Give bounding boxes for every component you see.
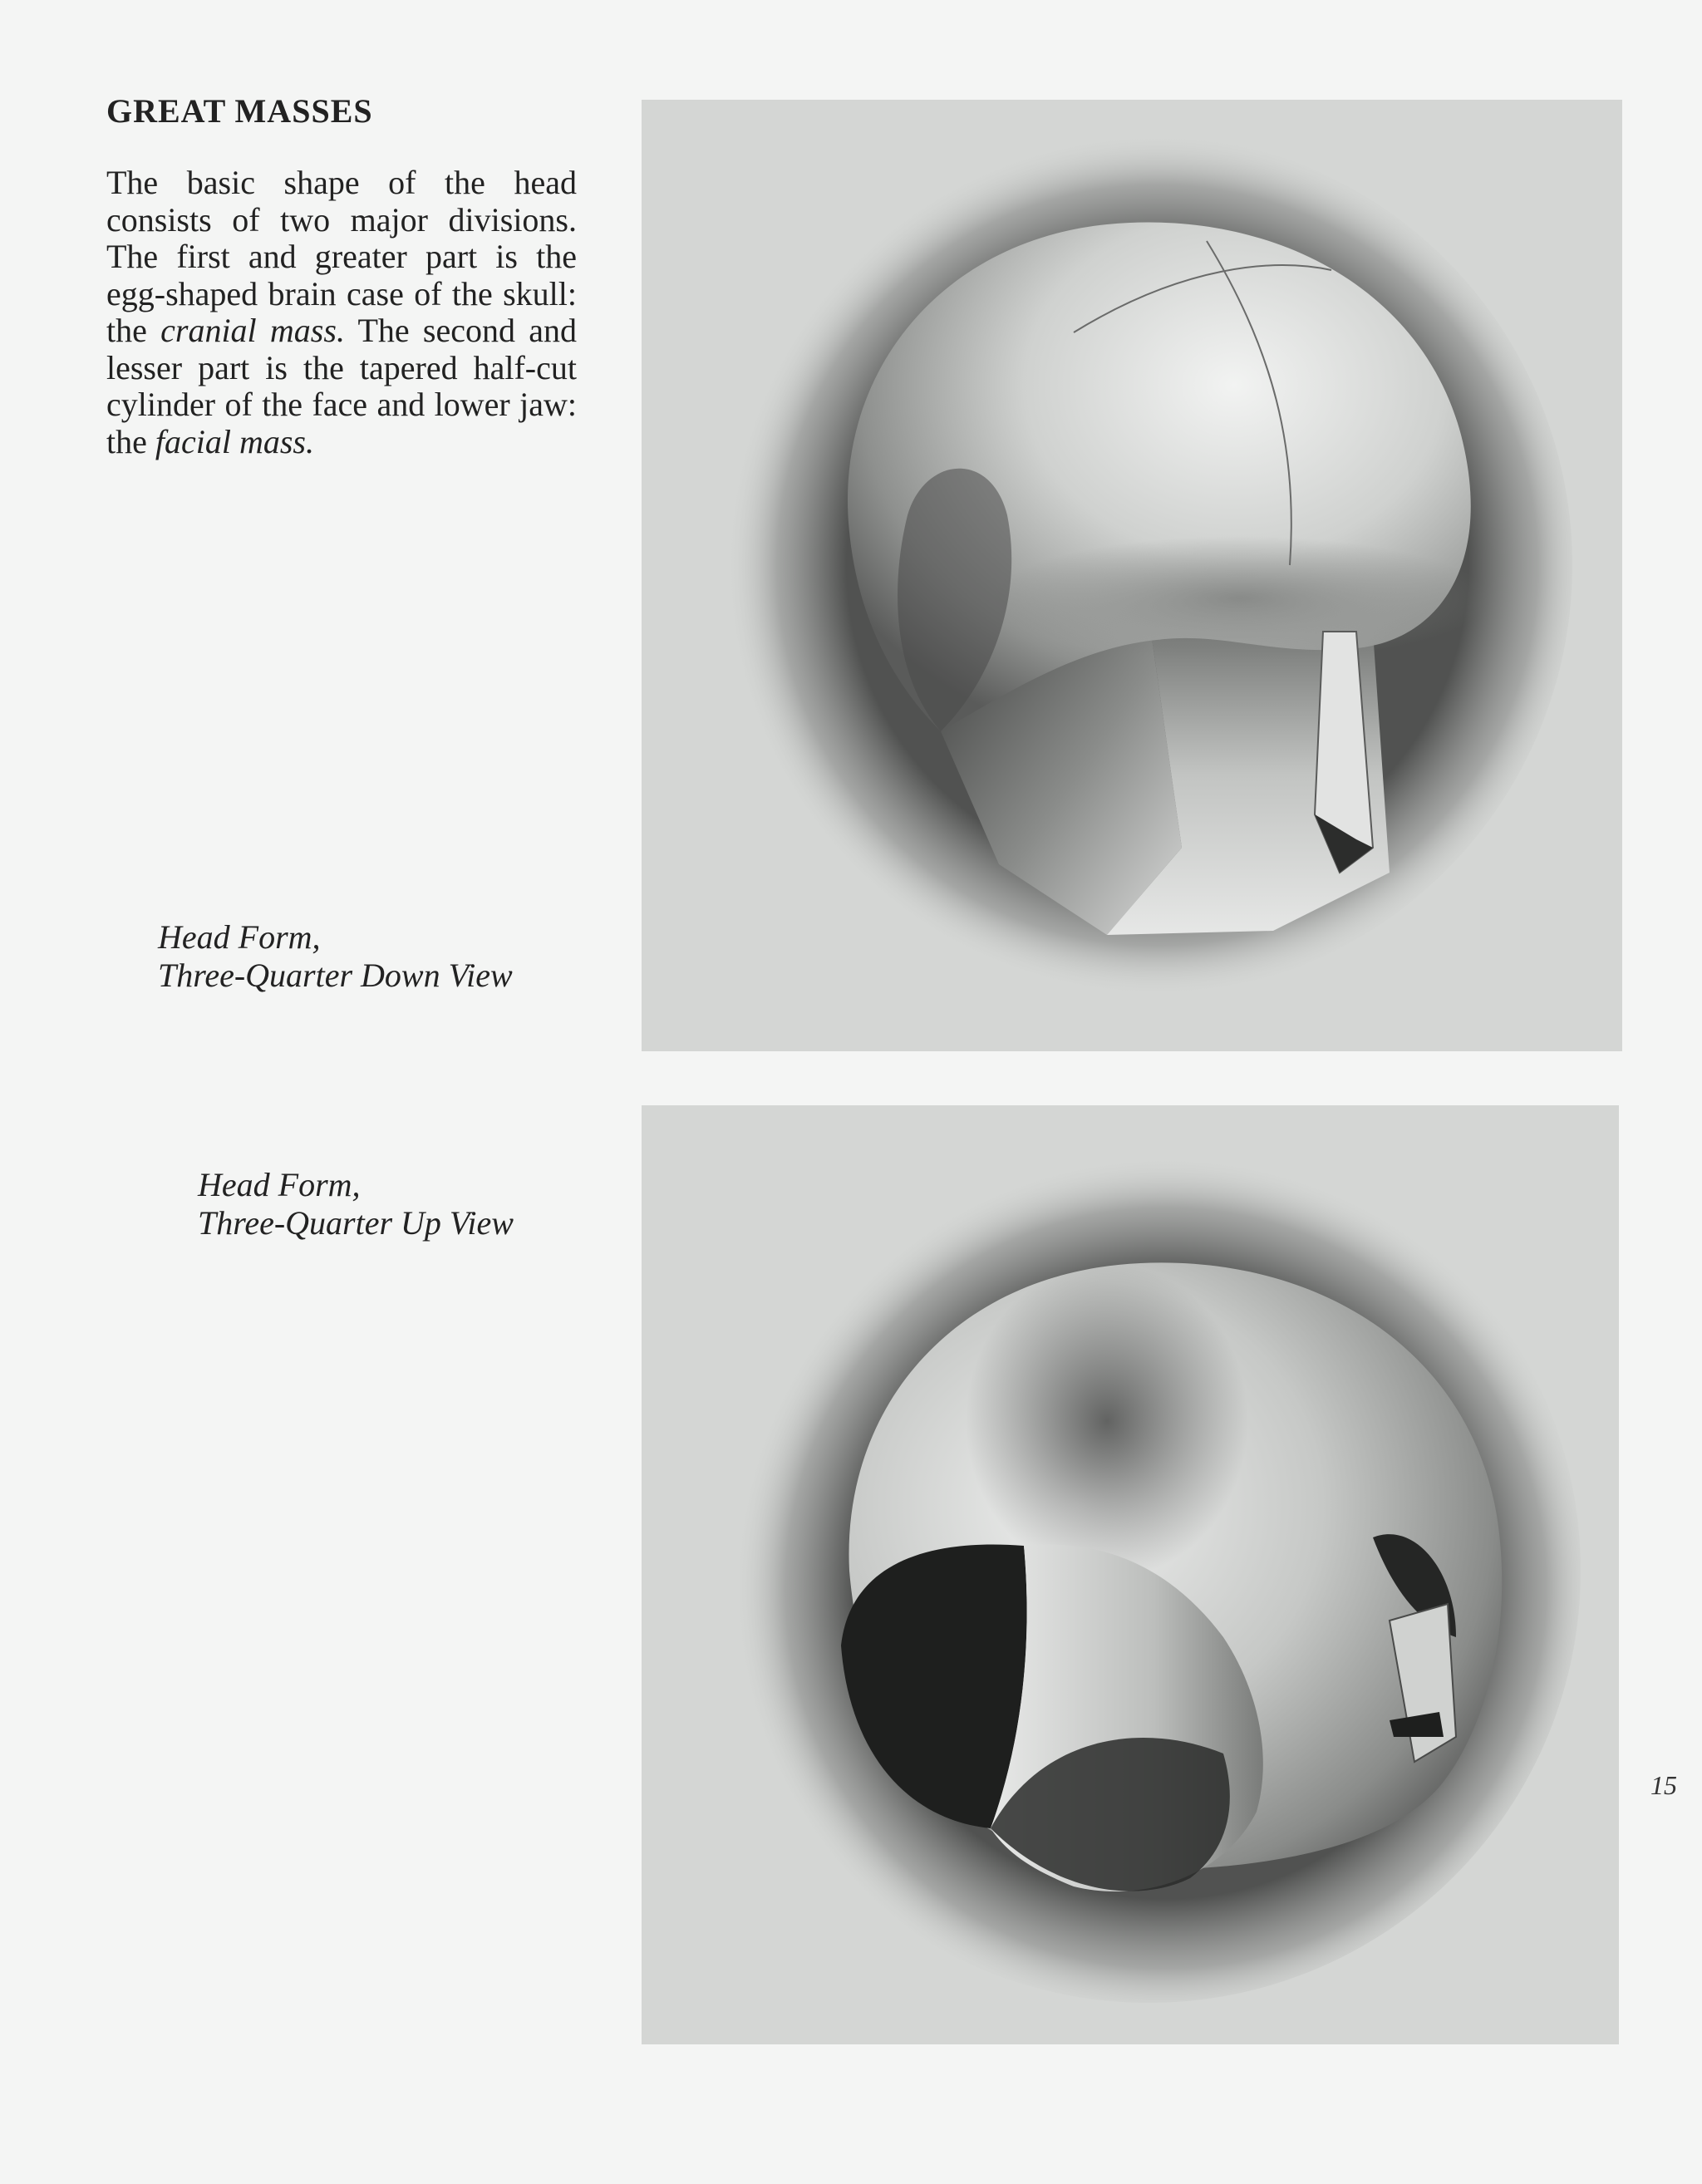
caption-line-2: Three-Quarter Up View <box>198 1204 514 1242</box>
body-paragraph <box>106 165 577 460</box>
section-heading: GREAT MASSES <box>106 92 373 130</box>
figure-head-down-view <box>642 100 1622 1051</box>
body-text-part-2: The second and lesser part is the tapered half-cut cylinder of the face and lower jaw: the <box>106 312 577 460</box>
caption-line-1: Head Form, <box>158 918 321 956</box>
figure-caption-up-view <box>198 1166 514 1242</box>
figure-caption-down-view <box>158 918 513 995</box>
head-down-view-drawing <box>642 100 1622 1051</box>
forehead-shading <box>966 1263 1248 1579</box>
page-number: 15 <box>1650 1770 1677 1800</box>
head-up-view-drawing <box>642 1105 1619 2044</box>
figure-head-up-view <box>642 1105 1619 2044</box>
term-cranial-mass: cranial mass. <box>160 312 345 349</box>
caption-line-1: Head Form, <box>198 1166 361 1203</box>
brow-shading <box>991 536 1489 661</box>
caption-line-2: Three-Quarter Down View <box>158 957 513 994</box>
term-facial-mass: facial mass. <box>155 422 314 460</box>
body-text-part-1: The basic shape of the head consists of two major divisions. The first and greater part is the egg-shaped brain case of the skull: the <box>106 164 577 349</box>
